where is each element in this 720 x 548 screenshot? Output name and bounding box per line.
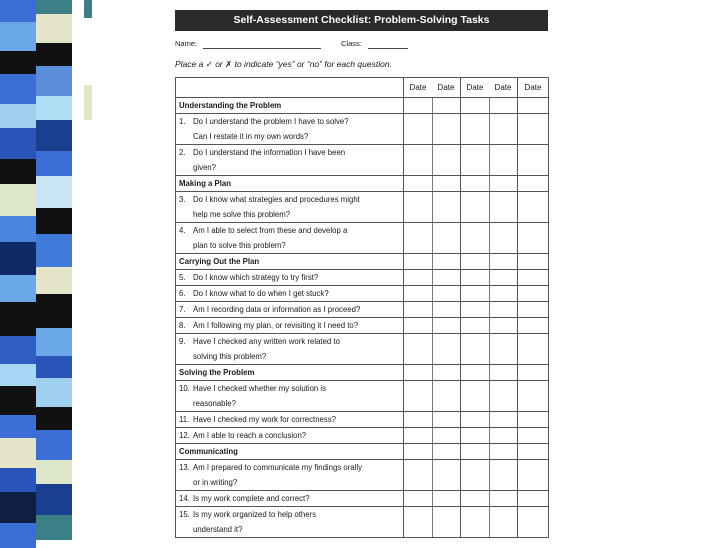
stripe-column-left [0, 0, 36, 540]
question-number: 10. [179, 384, 190, 393]
stripe-block [36, 43, 72, 66]
stripe-block [36, 208, 72, 234]
stripe-block [36, 484, 72, 515]
stripe-block [36, 66, 72, 96]
question-line: or in writing? [193, 478, 238, 487]
check-cell[interactable] [518, 145, 549, 176]
question-number: 1. [179, 117, 186, 126]
stripe-block [36, 120, 72, 151]
stripe-block [0, 74, 36, 104]
stripe-block [36, 151, 72, 176]
stripe-block [36, 96, 72, 120]
question-number: 9. [179, 337, 186, 346]
stripe-column-right [36, 0, 72, 540]
question-line: reasonable? [193, 399, 236, 408]
stripe-block [36, 176, 72, 208]
stripe-block [36, 407, 72, 430]
check-cell[interactable] [461, 176, 518, 192]
section-title: Solving the Problem [176, 365, 404, 381]
question-number: 2. [179, 148, 186, 157]
check-cell[interactable] [404, 334, 461, 365]
check-cell[interactable] [461, 114, 518, 145]
checklist-table [175, 77, 549, 538]
check-cell[interactable] [404, 444, 461, 460]
section-title: Making a Plan [176, 176, 404, 192]
check-cell[interactable] [518, 318, 549, 334]
section-title: Carrying Out the Plan [176, 254, 404, 270]
question-line: Have I checked my work for correctness? [193, 415, 336, 424]
question-line: Am I prepared to communicate my findings orally [193, 463, 363, 472]
check-cell[interactable] [518, 365, 549, 381]
date-header: Date [409, 83, 427, 92]
question-text [176, 491, 404, 507]
question-line: Do I understand the information I have been [193, 148, 346, 157]
question-line: Am I recording data or information as I proceed? [193, 305, 361, 314]
stripe-block [0, 523, 36, 548]
class-field[interactable] [368, 48, 408, 49]
question-line: given? [193, 163, 216, 172]
question-row [176, 223, 549, 254]
check-cell[interactable] [518, 302, 549, 318]
stripe-block [36, 378, 72, 407]
question-line: understand it? [193, 525, 243, 534]
question-line: Is my work organized to help others [193, 510, 317, 519]
question-row [176, 491, 549, 507]
check-cell[interactable] [461, 334, 518, 365]
stripe-block [0, 468, 36, 492]
question-line: Do I understand the problem I have to solve? [193, 117, 349, 126]
question-line: Am I following my plan, or revisiting it I need to? [193, 321, 359, 330]
name-field[interactable] [203, 48, 321, 49]
question-text [176, 145, 404, 176]
check-cell[interactable] [518, 270, 549, 286]
question-number: 8. [179, 321, 186, 330]
check-cell[interactable] [461, 145, 518, 176]
check-cell[interactable] [518, 428, 549, 444]
date-header: Date [494, 83, 512, 92]
check-cell[interactable] [518, 381, 549, 412]
question-number: 14. [179, 494, 190, 503]
date-header-pair [404, 78, 461, 98]
decorative-stripe [0, 0, 72, 540]
question-text [176, 223, 404, 254]
question-number: 11. [179, 415, 190, 424]
stripe-block [0, 415, 36, 438]
check-cell[interactable] [404, 223, 461, 254]
stripe-block [36, 430, 72, 460]
question-row [176, 460, 549, 491]
question-text [176, 286, 404, 302]
question-text [176, 460, 404, 491]
section-row [176, 98, 549, 114]
check-cell[interactable] [518, 460, 549, 491]
check-cell[interactable] [404, 270, 461, 286]
stripe-block [36, 267, 72, 294]
question-text [176, 270, 404, 286]
stripe-block [36, 234, 72, 267]
question-text [176, 192, 404, 223]
check-cell[interactable] [404, 365, 461, 381]
check-cell[interactable] [518, 98, 549, 114]
question-row [176, 192, 549, 223]
question-line: Am I able to reach a conclusion? [193, 431, 307, 440]
check-cell[interactable] [518, 334, 549, 365]
question-row [176, 334, 549, 365]
question-row [176, 412, 549, 428]
stripe-block [36, 515, 72, 540]
check-cell[interactable] [404, 491, 461, 507]
question-row [176, 270, 549, 286]
stripe-block [0, 216, 36, 242]
stripe-block [0, 302, 36, 336]
check-cell[interactable] [404, 176, 461, 192]
check-cell[interactable] [404, 145, 461, 176]
question-line: plan to solve this problem? [193, 241, 286, 250]
check-cell[interactable] [518, 192, 549, 223]
section-row [176, 254, 549, 270]
check-cell[interactable] [461, 270, 518, 286]
question-text [176, 412, 404, 428]
stripe-block [36, 328, 72, 356]
date-header-pair [461, 78, 518, 98]
question-number: 6. [179, 289, 186, 298]
check-cell[interactable] [404, 192, 461, 223]
question-line: solving this problem? [193, 352, 267, 361]
check-cell[interactable] [404, 507, 461, 538]
check-cell[interactable] [461, 192, 518, 223]
check-cell[interactable] [461, 460, 518, 491]
accent-bar-top [84, 0, 92, 18]
section-title: Understanding the Problem [176, 98, 404, 114]
stripe-block [0, 0, 36, 22]
check-cell[interactable] [461, 302, 518, 318]
stripe-block [0, 492, 36, 523]
question-line: help me solve this problem? [193, 210, 291, 219]
question-number: 7. [179, 305, 186, 314]
check-cell[interactable] [404, 254, 461, 270]
check-cell[interactable] [518, 223, 549, 254]
stripe-block [36, 460, 72, 484]
stripe-block [36, 0, 72, 14]
question-number: 5. [179, 273, 186, 282]
question-row [176, 302, 549, 318]
check-cell[interactable] [518, 491, 549, 507]
check-cell[interactable] [461, 365, 518, 381]
check-cell[interactable] [404, 286, 461, 302]
stripe-block [0, 438, 36, 468]
check-cell[interactable] [461, 286, 518, 302]
check-cell[interactable] [404, 412, 461, 428]
check-cell[interactable] [461, 428, 518, 444]
check-cell[interactable] [461, 98, 518, 114]
check-cell[interactable] [404, 460, 461, 491]
question-line: Can I restate it in my own words? [193, 132, 309, 141]
check-cell[interactable] [461, 507, 518, 538]
check-cell[interactable] [461, 381, 518, 412]
question-text [176, 114, 404, 145]
check-cell[interactable] [518, 412, 549, 428]
question-text [176, 428, 404, 444]
question-row [176, 507, 549, 538]
section-title: Communicating [176, 444, 404, 460]
question-row [176, 145, 549, 176]
check-cell[interactable] [518, 507, 549, 538]
accent-bar-light [84, 85, 92, 120]
check-cell[interactable] [518, 254, 549, 270]
date-header-cell [518, 78, 549, 98]
stripe-block [36, 14, 72, 43]
question-row [176, 381, 549, 412]
stripe-block [0, 184, 36, 216]
check-cell[interactable] [461, 254, 518, 270]
stripe-block [0, 364, 36, 386]
stripe-block [0, 275, 36, 302]
stripe-block [36, 294, 72, 328]
check-cell[interactable] [461, 444, 518, 460]
date-header: Date [524, 83, 542, 92]
stripe-block [0, 159, 36, 184]
check-cell[interactable] [461, 318, 518, 334]
check-cell[interactable] [518, 114, 549, 145]
question-line: Is my work complete and correct? [193, 494, 310, 503]
stripe-block [0, 104, 36, 128]
section-row [176, 365, 549, 381]
check-cell[interactable] [518, 286, 549, 302]
question-number: 12. [179, 431, 190, 440]
check-cell[interactable] [404, 302, 461, 318]
question-number: 15. [179, 510, 190, 519]
question-number: 13. [179, 463, 190, 472]
question-number: 3. [179, 195, 186, 204]
question-line: Do I know what to do when I get stuck? [193, 289, 329, 298]
date-header: Date [437, 83, 455, 92]
stripe-block [0, 336, 36, 364]
question-text [176, 507, 404, 538]
check-cell[interactable] [461, 491, 518, 507]
date-header: Date [466, 83, 484, 92]
class-label: Class: [341, 39, 362, 48]
check-cell[interactable] [518, 176, 549, 192]
question-text [176, 318, 404, 334]
check-cell[interactable] [461, 223, 518, 254]
question-row [176, 318, 549, 334]
question-text [176, 302, 404, 318]
stripe-block [0, 22, 36, 51]
question-line: Have I checked any written work related to [193, 337, 340, 346]
question-line: Do I know which strategy to try first? [193, 273, 319, 282]
question-line: Am I able to select from these and develop a [193, 226, 348, 235]
question-text [176, 381, 404, 412]
stripe-block [0, 51, 36, 74]
check-cell[interactable] [404, 428, 461, 444]
question-row [176, 428, 549, 444]
check-cell[interactable] [404, 381, 461, 412]
check-cell[interactable] [461, 412, 518, 428]
question-row [176, 114, 549, 145]
check-cell[interactable] [404, 98, 461, 114]
header-row [176, 78, 549, 98]
student-info [175, 31, 548, 51]
question-row [176, 286, 549, 302]
section-row [176, 444, 549, 460]
section-row [176, 176, 549, 192]
stripe-block [36, 356, 72, 378]
question-line: Have I checked whether my solution is [193, 384, 327, 393]
stripe-block [0, 242, 36, 275]
instruction-text: Place a ✓ or ✗ to indicate “yes” or “no” for each question. [175, 59, 392, 69]
check-cell[interactable] [404, 114, 461, 145]
question-text [176, 334, 404, 365]
stripe-block [0, 386, 36, 415]
question-number: 4. [179, 226, 186, 235]
checklist-document [175, 10, 548, 534]
check-cell[interactable] [404, 318, 461, 334]
stripe-block [0, 128, 36, 159]
question-line: Do I know what strategies and procedures might [193, 195, 360, 204]
name-label: Name: [175, 39, 198, 48]
question-header [176, 78, 404, 98]
document-title: Self-Assessment Checklist: Problem-Solving Tasks [175, 10, 548, 31]
check-cell[interactable] [518, 444, 549, 460]
